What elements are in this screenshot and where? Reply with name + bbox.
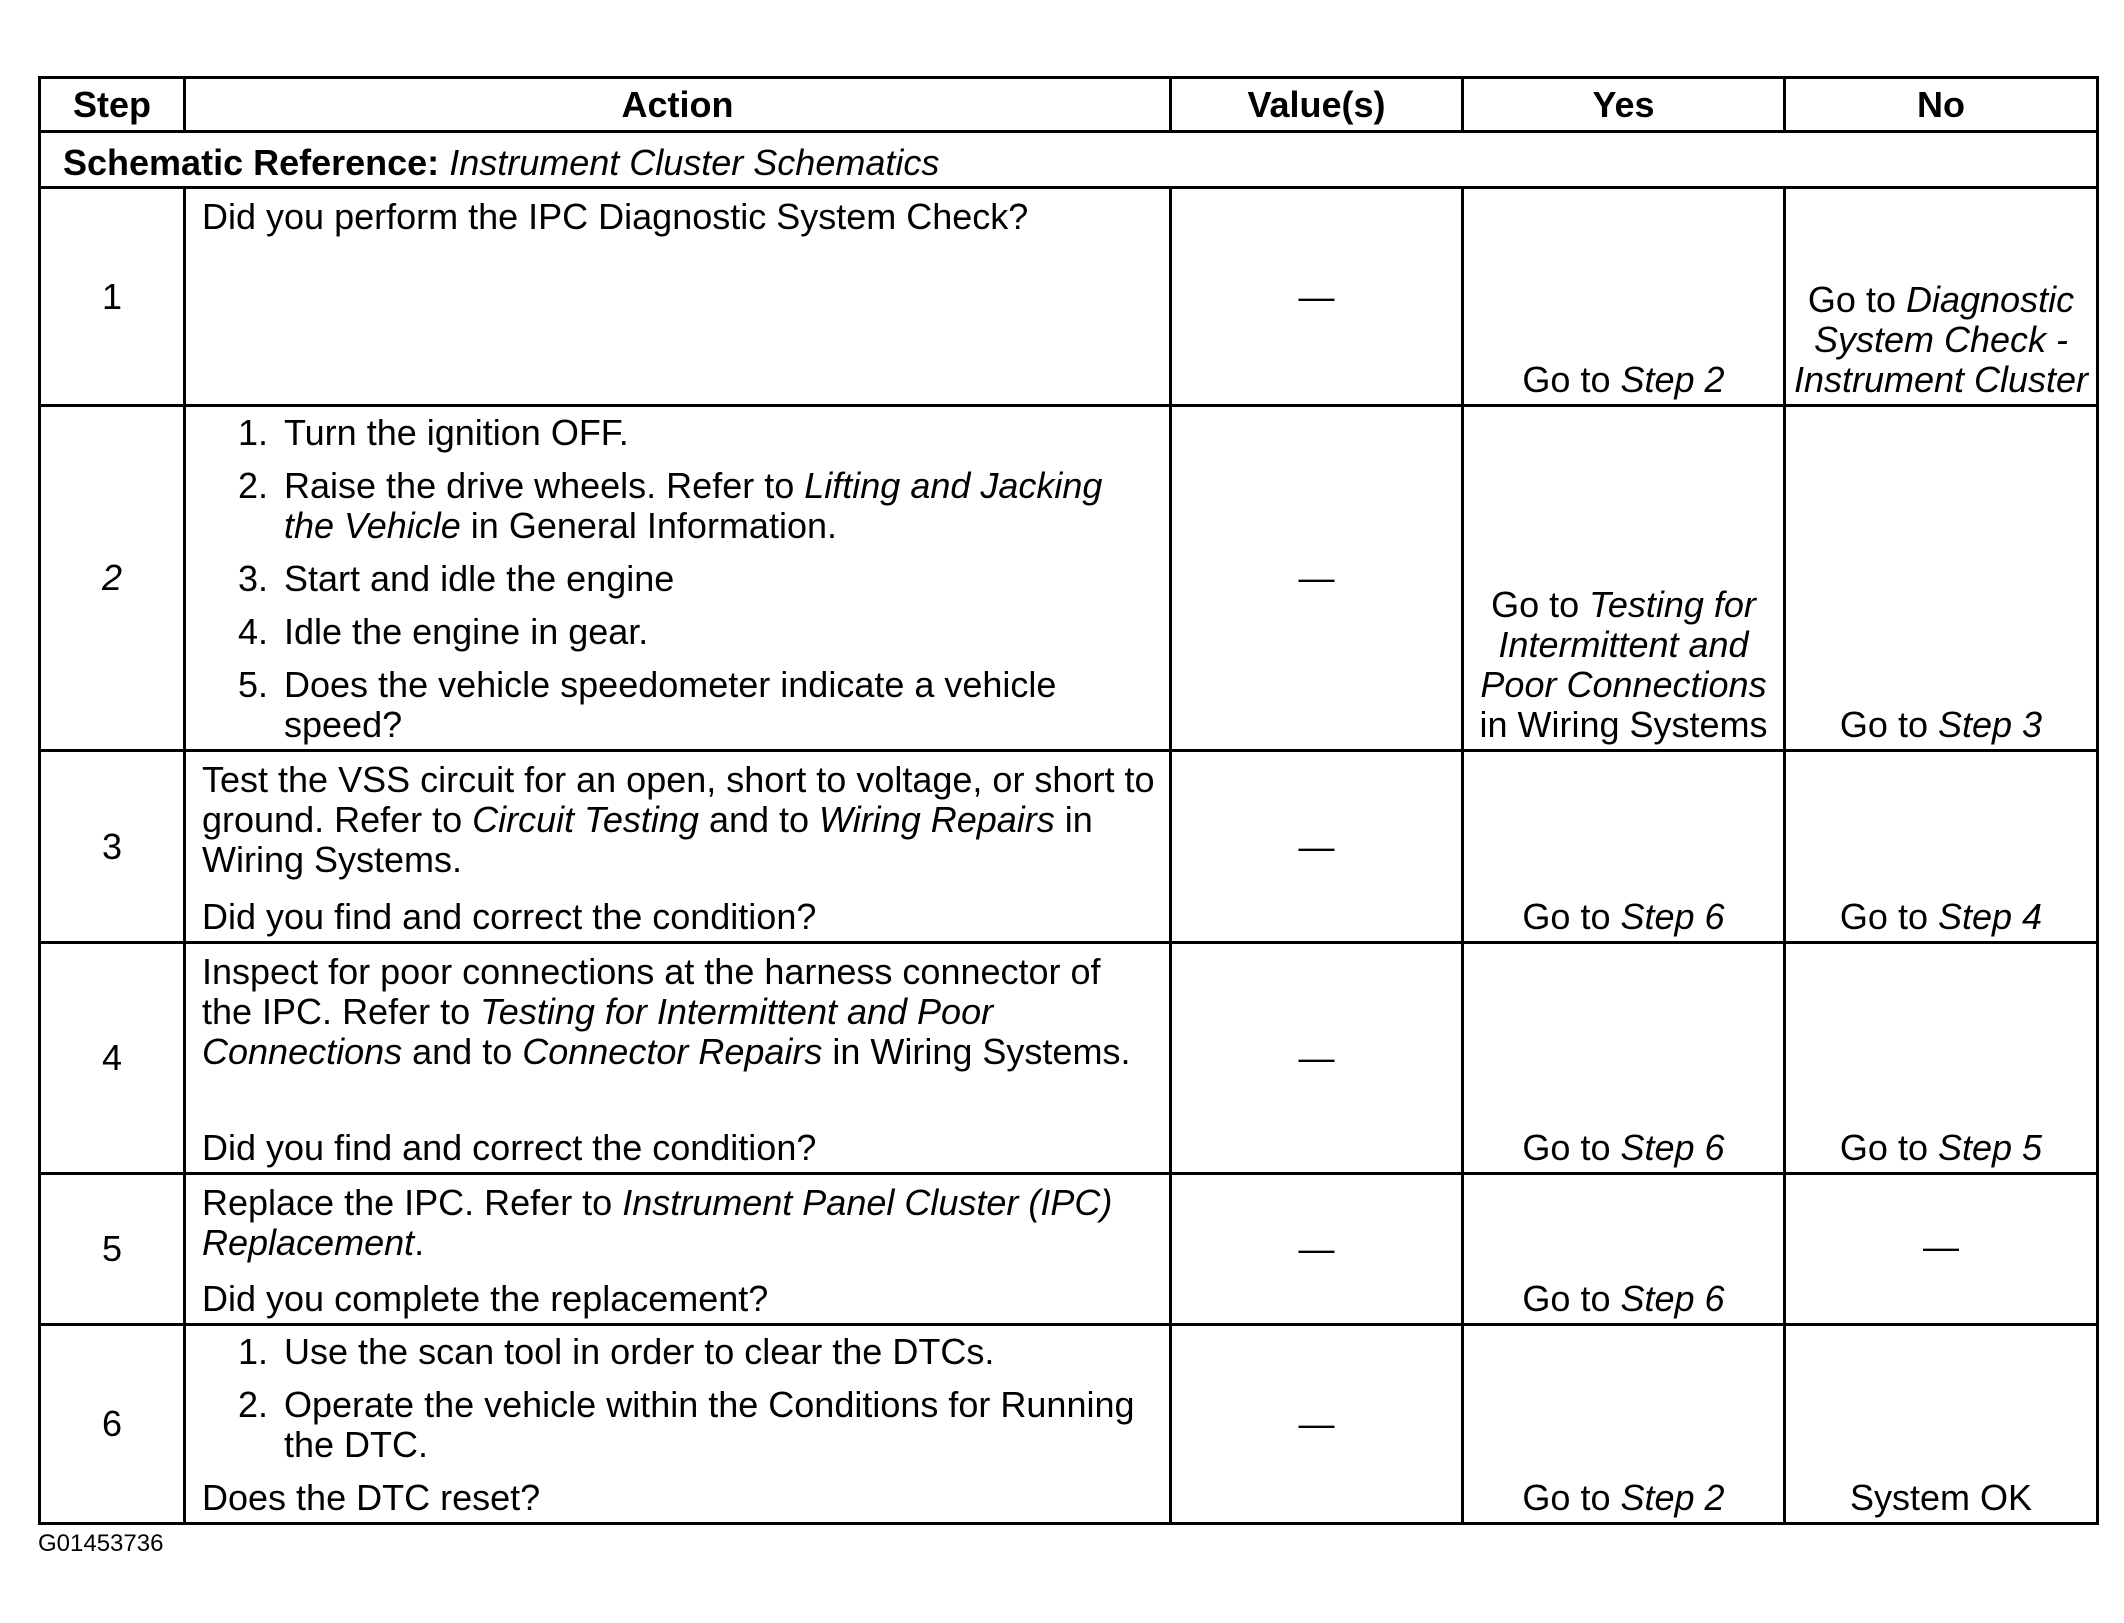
list-item: 1. Use the scan tool in order to clear the DTCs.	[237, 1331, 995, 1372]
yes-prefix: Go to	[1522, 1127, 1621, 1168]
no-cell	[1785, 188, 2098, 406]
action-text: Inspect for poor connections at the harness connector of the IPC. Refer to Testing for Intermittent and Poor Connections and to Connector Repairs in Wiring Systems.	[202, 951, 1131, 1072]
value-cell: —	[1171, 943, 1463, 1174]
yes-cell	[1463, 943, 1785, 1174]
action-text: Test the VSS circuit for an open, short to voltage, or short to ground. Refer to Circuit Testing and to Wiring Repairs in Wiring Systems.	[202, 759, 1155, 880]
action-question: Did you find and correct the condition?	[202, 896, 817, 937]
yes-link[interactable]: Step 2	[1620, 1477, 1725, 1518]
yes-link[interactable]: Testing for Intermittent and Poor Connections	[1480, 584, 1767, 705]
list-item: 4. Idle the engine in gear.	[237, 611, 649, 652]
table-row	[40, 1325, 2098, 1524]
action-link[interactable]: Instrument Panel Cluster (IPC) Replacement	[202, 1182, 1113, 1263]
action-link[interactable]: Lifting and Jacking the Vehicle	[284, 465, 1103, 546]
header-no: No	[1785, 78, 2098, 132]
yes-link[interactable]: Step 2	[1620, 359, 1725, 400]
no-prefix: Go to	[1839, 1127, 1938, 1168]
no-prefix: Go to	[1839, 704, 1938, 745]
action-question: Does the DTC reset?	[202, 1477, 541, 1518]
step-number: 5	[40, 1174, 185, 1325]
value-cell: —	[1171, 406, 1463, 751]
list-item: 5. Does the vehicle speedometer indicate a vehicle speed?	[237, 664, 1057, 745]
no-cell	[1785, 406, 2098, 751]
yes-prefix: Go to	[1522, 359, 1621, 400]
table-row	[40, 751, 2098, 943]
no-link[interactable]: Step 5	[1937, 1127, 2043, 1168]
yes-cell	[1463, 1325, 1785, 1524]
action-text: Replace the IPC. Refer to Instrument Panel Cluster (IPC) Replacement.	[202, 1182, 1113, 1263]
action-cell	[185, 943, 1171, 1174]
action-question: Did you find and correct the condition?	[202, 1127, 817, 1168]
yes-link[interactable]: Step 6	[1620, 896, 1725, 937]
step-number: 3	[40, 751, 185, 943]
action-cell	[185, 751, 1171, 943]
no-link[interactable]: Step 4	[1937, 896, 2043, 937]
yes-cell	[1463, 751, 1785, 943]
yes-link[interactable]: Step 6	[1620, 1127, 1725, 1168]
schematic-reference-link[interactable]: Instrument Cluster Schematics	[449, 141, 940, 183]
step-number: 1	[40, 188, 185, 406]
header-row	[40, 78, 2098, 132]
schematic-reference	[40, 132, 2098, 188]
table-row	[40, 406, 2098, 751]
action-cell	[185, 1174, 1171, 1325]
yes-prefix: Go to	[1522, 1477, 1621, 1518]
action-text: Did you perform the IPC Diagnostic System Check?	[202, 196, 1029, 237]
action-link[interactable]: Testing for Intermittent and Poor Connections	[202, 991, 994, 1072]
yes-link[interactable]: Step 6	[1620, 1278, 1725, 1319]
value-cell: —	[1171, 1325, 1463, 1524]
action-link[interactable]: Wiring Repairs	[819, 799, 1055, 840]
schematic-reference-row	[40, 132, 2098, 188]
substep-list	[186, 407, 1169, 745]
header-yes: Yes	[1463, 78, 1785, 132]
value-cell: —	[1171, 751, 1463, 943]
list-item: 2. Operate the vehicle within the Conditions for Running the DTC.	[237, 1384, 1135, 1465]
action-link[interactable]: Connector Repairs	[522, 1031, 823, 1072]
header-values: Value(s)	[1171, 78, 1463, 132]
list-item: 3. Start and idle the engine	[237, 558, 675, 599]
action-link[interactable]: Circuit Testing	[472, 799, 699, 840]
action-cell	[185, 1325, 1171, 1524]
table-row	[40, 188, 2098, 406]
no-link[interactable]: Step 3	[1937, 704, 2043, 745]
step-number: 2	[40, 406, 185, 751]
table-row	[40, 943, 2098, 1174]
step-number: 6	[40, 1325, 185, 1524]
diagnostic-table	[38, 76, 2099, 1525]
header-action: Action	[185, 78, 1171, 132]
value-cell: —	[1171, 188, 1463, 406]
no-cell	[1785, 943, 2098, 1174]
yes-cell	[1463, 1174, 1785, 1325]
no-cell: —	[1785, 1174, 2098, 1325]
no-cell: System OK	[1785, 1325, 2098, 1524]
action-cell	[185, 188, 1171, 406]
substep-list	[186, 1326, 1169, 1465]
yes-cell	[1463, 406, 1785, 751]
yes-prefix: Go to	[1522, 896, 1621, 937]
schematic-reference-label: Schematic Reference:	[63, 141, 440, 183]
figure-id: G01453736	[38, 1530, 164, 1557]
table-row	[40, 1174, 2098, 1325]
no-cell	[1785, 751, 2098, 943]
list-item: 1. Turn the ignition OFF.	[237, 412, 629, 453]
header-step: Step	[40, 78, 185, 132]
no-prefix: Go to	[1839, 896, 1938, 937]
yes-suffix: in Wiring Systems	[1479, 704, 1768, 745]
yes-cell	[1463, 188, 1785, 406]
value-cell: —	[1171, 1174, 1463, 1325]
no-prefix: Go to	[1807, 279, 1906, 320]
action-question: Did you complete the replacement?	[202, 1278, 769, 1319]
list-item: 2. Raise the drive wheels. Refer to Lifting and Jacking the Vehicle in General Information.	[237, 465, 1103, 546]
action-cell	[185, 406, 1171, 751]
step-number: 4	[40, 943, 185, 1174]
yes-prefix: Go to	[1491, 584, 1590, 625]
no-link[interactable]: Diagnostic System Check - Instrument Cluster	[1793, 279, 2089, 400]
yes-prefix: Go to	[1522, 1278, 1621, 1319]
